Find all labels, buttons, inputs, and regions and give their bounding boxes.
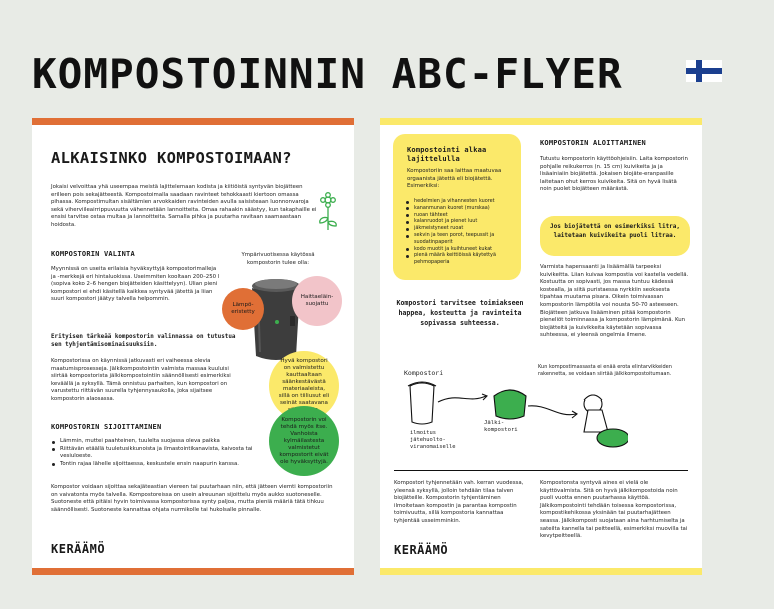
feature-circle-text: Lämpö-eristetty	[231, 302, 255, 315]
list-item: kodo muotit ja kuihtuneet kukat	[405, 246, 515, 253]
sorting-box-title: Kompostointi alkaa lajittelulla	[407, 146, 487, 163]
list-item: Tontin rajaa lähelle sijoittaessa, keskustele ensin naapurin kanssa.	[51, 461, 271, 469]
list-item: sekvin ja teen porot, teepussit ja suodatinpaperit	[405, 232, 515, 246]
list-item: kananmunan kuoret (murskaa)	[405, 205, 515, 212]
divider	[394, 470, 688, 471]
sorting-list	[405, 198, 515, 266]
section1-bold: Erityisen tärkeää kompostorin valinnassa on tutustua sen tyhjentämisominaisuuksiin.	[51, 334, 236, 348]
list-item: Riittävän etäällä tuuletusikkunoista ja ilmastointikanavista, kaivosta tai vesiuloeste.	[51, 446, 271, 461]
list-item: Lämmin, muttei paahteinen, tuulelta suojassa oleva paikka	[51, 438, 271, 446]
quote-text: Jos biojätettä on esimerkiksi litra, laitetaan kuivikeita puoli litraa.	[549, 223, 681, 239]
needs-text: Kompostori tarvitsee toimiakseen happea, kosteutta ja ravinteita sopivassa suhteessa.	[396, 299, 524, 327]
placement-list	[51, 438, 271, 468]
list-item: pienä määrä keittiöissä käytettyä pehmopaperia	[405, 252, 515, 266]
section2-title: KOMPOSTORIN SIJOITTAMINEN	[51, 423, 162, 431]
bin-caption: Ympärivuotisessa käytössä kompostorin tulee olla:	[241, 252, 315, 266]
top-accent-bar	[32, 118, 354, 125]
bottom-right-text: Kompostonsta syntyvä aines ei vielä ole käyttövalmista. Sitä on hyvä jälkikompostoida noin puoli vuotta ennen puutarhassa käyttöä. Jälkikompostointi tehdään toisessa kompostorissa, kompostikehikossa yksinään tai puutarhajätteen seassa. Jälkikomposti suojataan aina harhtumiselta ja sateilta kannella tai peitteellä, esimerkiksi muovilla tai kevytpeitteellä.	[540, 480, 688, 540]
bottom-accent-bar	[380, 568, 702, 575]
top-accent-bar	[380, 118, 702, 125]
feature-circle-diy	[269, 406, 339, 476]
section1-title: KOMPOSTORIN VALINTA	[51, 250, 135, 258]
quote-box	[540, 216, 690, 256]
feature-circle-text: Haittaeläin-suojattu	[300, 294, 334, 307]
sorting-box	[393, 134, 521, 280]
feature-circle-text: Kompostorin voi tehdä myös itse. Vanhoista kylmäilastesta valmistetut kompostorit eivät ole hyväksyttyjä.	[279, 416, 329, 465]
start-text2: Varmista hapensaanti ja lisäämällä tarpeeksi kuivikeitta. Liian kuivaa kompostia voi kastella vedellä. Kostuutta on sopivasti, jos massa tuntuu kädessä kostealla, ja siitä puristaessa nyrkkiin seoksesta tipahtaa muutama pisara. Oikein toimivassan kompostorin lämpötila voi nousta 50-70 asteeseen. Biojätteen jatkuva lisääminen pitää kompostorin pieneliöt toiminnassa ja kompostorin lämpimänä. Kun biojätteitä ja kuivikkeita käytetään sopivassa suhteessa, ei yleensä ongelmia ilmene.	[540, 264, 689, 339]
label-ilmoitus: ilmoitus jätehuolto-viranomaiselle	[410, 430, 456, 450]
section2-text: Kompostor voidaan sijoittaa sekajäteastian viereen tai puutarhaan niin, että jätteen viemti kompostoriin on vaivatonta myös talvella. Kompostoreissa on usein alreuunan sijoittelu myös aukko suotoneselle. Suotoneste että pitäisi hyvin toimivassa kompostorissa synty paljoa, mutta pieniä määriä tätä tihkuu säännöllisesti. Suotoneste kannattaa ohjata nurmikolle tai hukolsalle pinnalle.	[51, 484, 333, 513]
flyer-page-right	[380, 118, 702, 575]
feature-circle-pest-proof	[292, 276, 342, 326]
start-title: KOMPOSTORIN ALOITTAMINEN	[540, 139, 646, 147]
illustration-caption: Kun kompostimassasta ei enää erota elintarvikkeiden rakennetta, se voidaan siirtää jälkikompostoitumaan.	[538, 364, 672, 377]
sorting-box-text: Kompostoriin saa laittaa maatuvaa orgaanista jätettä eli biojätettä. Esimerkiksi:	[407, 168, 502, 190]
section1-text: Myynnissä on useita erilaisia hyväksyttyjä kompostorimalleja ja -merkkejä eri hintaluokissa. Useimmiten kooltaan 200–250 l (sopiva koko 2–6 hengen biojätteiden käsittelyyn). Ulian pieni kompostori ei ehdi käsitellä kaikkea syntyvää jätettä ja liian suuri kompostori jäätyy talvella helpommin.	[51, 266, 220, 303]
label-jalkikompostori: Jälki-kompostori	[484, 420, 518, 433]
keraamo-logo: KERÄÄMÖ	[51, 542, 106, 556]
intro-text: Jokaisi velvoittaa yhä useempaa meistä lajittelemaan kodista ja kiitiöistä syntyvän biojätteen erilleen pois sekajätteestä. Kompostoimalla saadaan ravinteet tehokkaasti kiertoon omassa pihassa. Kompostimultan sisältämien arvokkaiden ravinteiden avulla saisisteaan luonnonvaroja sekä viherviileairrippuvuutta vähennetään lannoitteita. Omaa rahaakin säästyy, kun takaphaille ei ensisi tarvitse ostaa multaa ja lannoitteita. Samalla pihka ja puutarha ravitaan saamaastaan hoidosta.	[51, 184, 317, 228]
keraamo-logo: KERÄÄMÖ	[394, 543, 449, 557]
start-text: Tutustu kompostorin käyttöohjeisiin. Laita kompostorin pohjalle reikukerros (n. 15 cm) kuivikeita ja ja lisäainiaiin biojätettä. Jokaisen biojäte-eranpasiile laitetaan ohut kerros kuivikeita. Sitä on hyvä lisätä noin puolet biojätteen määrästä.	[540, 156, 688, 193]
bottom-left-text: Kompostori tyhjennetään vah. kerran vuodessa, yleensä syksyllä, jolloin tehdään tilaa talven biojätteille. Kompostorin tyhjentäminen ilmoitetaan kompostin ja parantaa kompostin toimivuutta, sillä kompostoria kannattaa tyhjentää usseimminkin.	[394, 480, 524, 524]
list-item: hedelmien ja vihannesten kuoret	[405, 198, 515, 205]
page-title: KOMPOSTOINNIN ABC-FLYER	[32, 50, 623, 98]
list-item: kalanruodot ja pienet luut	[405, 218, 515, 225]
bottom-accent-bar	[32, 568, 354, 575]
label-kompostori: Kompostori	[404, 369, 444, 377]
flower-icon	[315, 192, 341, 232]
feature-circle-text: Hyvä kompostori on valmistettu kauttaaltaan säänkestävästä materiaaleista, sillä on tiiliusut eli seinät saatavana	[278, 358, 330, 406]
flyer-page-left	[32, 118, 354, 575]
finland-flag-icon	[686, 60, 722, 82]
list-item: ruoan tähteet	[405, 212, 515, 219]
left-heading: ALKAISINKO KOMPOSTOIMAAN?	[51, 149, 292, 167]
feature-circle-insulated	[222, 288, 264, 330]
section1-text2: Kompostorissa on käynnissä jatkuvasti eri vaiheessa olevia maatumisprosesseja. Jälkikompostointin valmista massaa kuuluisi siirtää kompostorista jälkikompostointiin säännöllisesti esimerkiksi keväällä ja syksyllä. Tämä onnistuu parhaiten, kun kompostori on varustettu riittävän suurella tyhjennysaukolla, joka sijaitsee kompostorin alaosassa.	[51, 358, 231, 402]
list-item: jäkmeistyneet ruoat	[405, 225, 515, 232]
